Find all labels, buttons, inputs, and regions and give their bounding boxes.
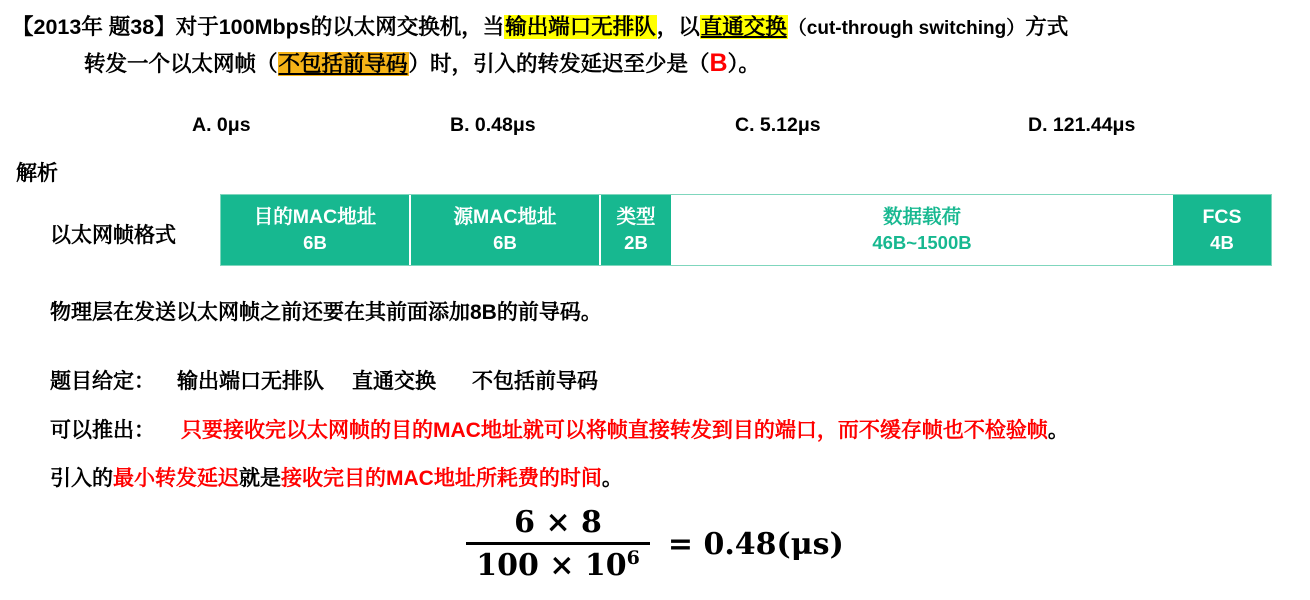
derivation-red-text: 只要接收完以太网帧的目的MAC地址就可以将帧直接转发到目的端口，而不缓存帧也不检验帧 bbox=[181, 419, 1048, 442]
question-line-1 bbox=[12, 10, 1297, 46]
frame-cell-type-size: 2B bbox=[624, 232, 648, 253]
ethernet-frame-diagram bbox=[220, 194, 1272, 266]
question-highlight-no-queue: 输出端口无排队 bbox=[505, 15, 656, 39]
frame-cell-dst-mac bbox=[221, 195, 411, 265]
frame-format-label: 以太网帧格式 bbox=[50, 224, 176, 247]
given-label: 题目给定： bbox=[50, 370, 155, 393]
question-block bbox=[12, 10, 1297, 81]
option-c[interactable]: C. 5.12μs bbox=[735, 114, 821, 136]
question-cut-through-en: （cut-through switching） bbox=[787, 18, 1026, 39]
physical-layer-note: 物理层在发送以太网帧之前还要在其前面添加8B的前导码。 bbox=[50, 301, 602, 324]
frame-cell-src-mac-title: 源MAC地址 bbox=[453, 206, 557, 228]
min-delay-seg-3: 。 bbox=[601, 467, 623, 490]
option-a[interactable]: A. 0μs bbox=[192, 114, 251, 136]
frame-cell-dst-mac-size: 6B bbox=[303, 232, 327, 253]
analysis-heading: 解析 bbox=[16, 162, 58, 185]
question-highlight-no-preamble: 不包括前导码 bbox=[278, 52, 408, 76]
question-line2-seg-3: ）。 bbox=[727, 52, 760, 76]
formula-fraction bbox=[466, 505, 650, 583]
frame-cell-payload-size: 46B~1500B bbox=[872, 232, 972, 253]
question-highlight-cut-through: 直通交换 bbox=[700, 15, 787, 39]
formula-denominator-exponent: 6 bbox=[626, 547, 640, 569]
min-delay-seg-1: 引入的 bbox=[50, 467, 113, 490]
answer-letter: B bbox=[709, 49, 728, 77]
options-row bbox=[0, 114, 1310, 144]
option-d[interactable]: D. 121.44μs bbox=[1028, 114, 1136, 136]
formula-result: = 0.48(μs) bbox=[667, 526, 844, 562]
formula-block bbox=[0, 505, 1310, 583]
given-item-no-queue: 输出端口无排队 bbox=[177, 370, 324, 393]
derivation-label: 可以推出： bbox=[50, 419, 155, 442]
frame-cell-fcs bbox=[1173, 195, 1271, 265]
given-item-no-preamble: 不包括前导码 bbox=[472, 370, 598, 393]
frame-cell-src-mac-size: 6B bbox=[493, 232, 517, 253]
given-conditions-row bbox=[50, 365, 598, 395]
question-line-2 bbox=[12, 46, 1297, 81]
derivation-row bbox=[50, 414, 1069, 444]
question-tag: 【2013年 题38】 bbox=[12, 15, 176, 39]
formula-numerator: 6 × 8 bbox=[514, 505, 602, 540]
frame-cell-payload bbox=[673, 195, 1173, 265]
option-b[interactable]: B. 0.48μs bbox=[450, 114, 536, 136]
question-seg-1: 对于100Mbps的以太网交换机，当 bbox=[175, 15, 505, 39]
frame-cell-fcs-size: 4B bbox=[1210, 232, 1234, 253]
derivation-tail: 。 bbox=[1047, 419, 1069, 442]
question-seg-3: 方式 bbox=[1025, 15, 1069, 39]
formula-denominator bbox=[466, 545, 650, 583]
question-line2-seg-2: ）时，引入的转发延迟至少是（ bbox=[408, 52, 710, 76]
question-seg-2: ，以 bbox=[656, 15, 700, 39]
frame-cell-src-mac bbox=[411, 195, 601, 265]
min-delay-red-2: 接收完目的MAC地址所耗费的时间 bbox=[281, 467, 602, 490]
frame-cell-payload-title: 数据载荷 bbox=[882, 206, 961, 228]
question-line2-seg-1: 转发一个以太网帧（ bbox=[84, 52, 278, 76]
frame-cell-type bbox=[601, 195, 673, 265]
min-delay-seg-2: 就是 bbox=[239, 467, 281, 490]
frame-cell-dst-mac-title: 目的MAC地址 bbox=[253, 206, 377, 228]
min-delay-row bbox=[50, 462, 623, 492]
frame-cell-fcs-title: FCS bbox=[1202, 206, 1242, 228]
frame-cell-type-title: 类型 bbox=[616, 206, 656, 228]
min-delay-red-1: 最小转发延迟 bbox=[113, 467, 239, 490]
formula-denominator-base: 100 × 10 bbox=[476, 548, 627, 583]
given-item-cut-through: 直通交换 bbox=[352, 370, 436, 393]
